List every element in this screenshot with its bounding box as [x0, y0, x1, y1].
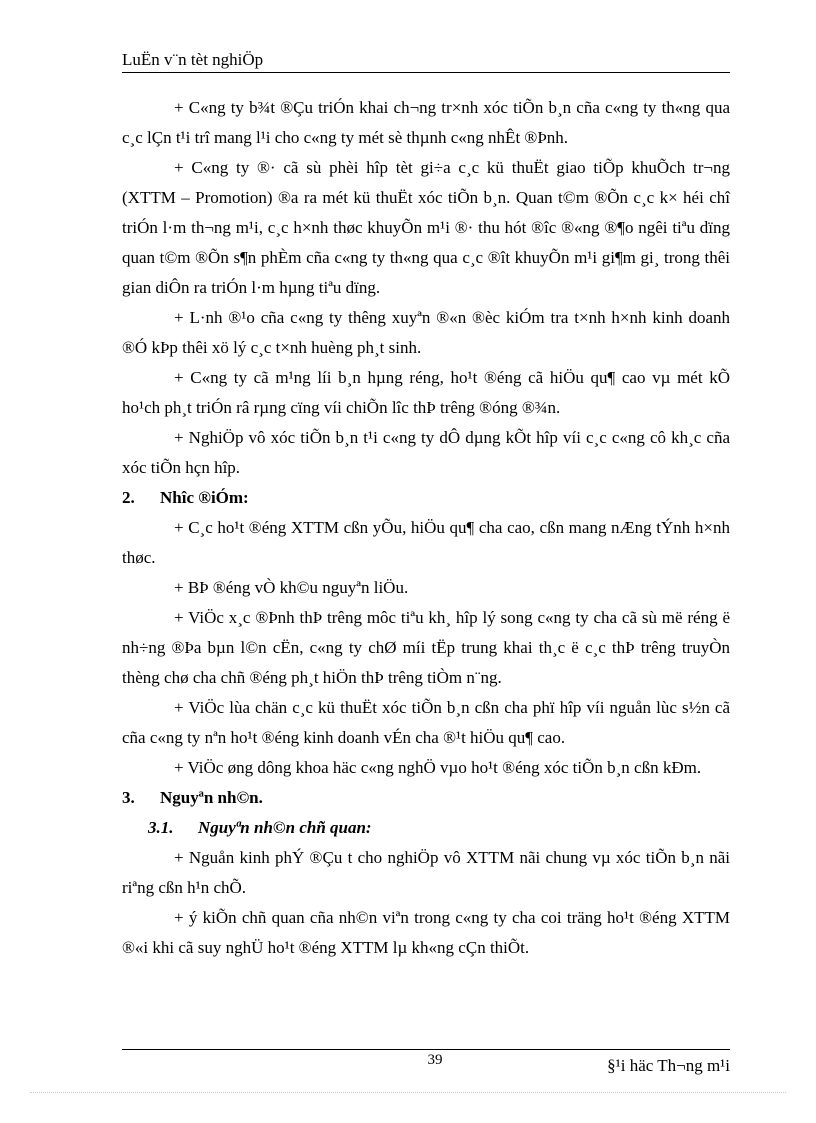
section-number: 3.	[122, 788, 135, 807]
paragraph: + C«ng ty b¾t ®Çu triÓn khai ch¬ng tr×nh xóc tiÕn b¸n cña c«ng ty th«ng qua c¸c lÇn t¹i trî mang l¹i cho c«ng ty mét sè thµnh c«ng nhÊt ®Þnh.	[122, 98, 730, 147]
document-body	[122, 93, 730, 963]
paragraph: + C«ng ty ®· cã sù phèi hîp tèt gi÷a c¸c kü thuËt giao tiÕp khuÕch tr¬ng (XTTM – Promotion) ®a ra mét kü thuËt xóc tiÕn b¸n. Quan t©m ®Õn c¸c k× héi chî triÓn l·m th¬ng m¹i, c¸c h×nh thøc khuyÕn m¹i ®· thu hót ®îc ®«ng ®¶o ngêi tiªu dïng quan t©m ®Õn s¶n phÈm cña c«ng ty th«ng qua c¸c ®ît khuyÕn m¹i gi¶m gi¸ trong thêi gian diÔn ra triÓn l·m hµng tiªu dïng.	[122, 158, 730, 297]
paragraph: + NghiÖp vô xóc tiÕn b¸n t¹i c«ng ty dÔ dµng kÕt hîp víi c¸c c«ng cô kh¸c cña xóc tiÕn hçn hîp.	[122, 428, 730, 477]
page-header	[122, 50, 730, 73]
subsection-heading	[122, 813, 730, 843]
page-number: 39	[427, 1052, 443, 1068]
paragraph: + Nguån kinh phÝ ®Çu t cho nghiÖp vô XTTM nãi chung vµ xóc tiÕn b¸n nãi riªng cßn h¹n chÕ.	[122, 848, 730, 897]
footer-divider	[122, 1049, 730, 1050]
subsection-title: Nguyªn nh©n chñ quan:	[198, 818, 372, 837]
paragraph: + C«ng ty cã m¹ng líi b¸n hµng réng, ho¹t ®éng cã hiÖu qu¶ cao vµ mét kÕ ho¹ch ph¸t triÓn râ rµng cïng víi chiÕn lîc thÞ trêng ®óng ®¾n.	[122, 368, 730, 417]
section-heading	[122, 483, 730, 513]
paragraph: + ý kiÕn chñ quan cña nh©n viªn trong c«ng ty cha coi träng ho¹t ®éng XTTM ®«i khi cã suy nghÜ ho¹t ®éng XTTM lµ kh«ng cÇn thiÕt.	[122, 908, 730, 957]
paragraph: + ViÖc øng dông khoa häc c«ng nghÖ vµo ho¹t ®éng xóc tiÕn b¸n cßn kÐm.	[174, 758, 702, 777]
paragraph: + BÞ ®éng vÒ kh©u nguyªn liÖu.	[174, 578, 409, 597]
subsection-number: 3.1.	[148, 818, 174, 837]
page-edge-divider	[30, 1092, 786, 1093]
paragraph: + L·nh ®¹o cña c«ng ty thêng xuyªn ®«n ®èc kiÓm tra t×nh h×nh kinh doanh ®Ó kÞp thêi xö lý c¸c t×nh huèng ph¸t sinh.	[122, 308, 730, 357]
paragraph: + C¸c ho¹t ®éng XTTM cßn yÕu, hiÖu qu¶ cha cao, cßn mang nÆng tÝnh h×nh thøc.	[122, 518, 730, 567]
footer-institution: §¹i häc Th¬ng m¹i	[607, 1056, 730, 1075]
section-title: Nguyªn nh©n.	[160, 788, 263, 807]
section-title: Nhîc ®iÓm:	[160, 488, 249, 507]
header-title: LuËn v¨n tèt nghiÖp	[122, 50, 264, 69]
section-heading	[122, 783, 730, 813]
section-number: 2.	[122, 488, 135, 507]
paragraph: + ViÖc x¸c ®Þnh thÞ trêng môc tiªu kh¸ hîp lý song c«ng ty cha cã sù më réng ë nh÷ng ®Þa bµn l©n cËn, c«ng ty chØ míi tËp trung khai th¸c ë c¸c thÞ trêng truyÒn thèng chø cha chñ ®éng ph¸t hiÖn thÞ trêng tiÒm n¨ng.	[122, 608, 730, 687]
paragraph: + ViÖc lùa chän c¸c kü thuËt xóc tiÕn b¸n cßn cha phï hîp víi nguån lùc s½n cã cña c«ng ty nªn ho¹t ®éng kinh doanh vÉn cha ®¹t hiÖu qu¶ cao.	[122, 698, 730, 747]
